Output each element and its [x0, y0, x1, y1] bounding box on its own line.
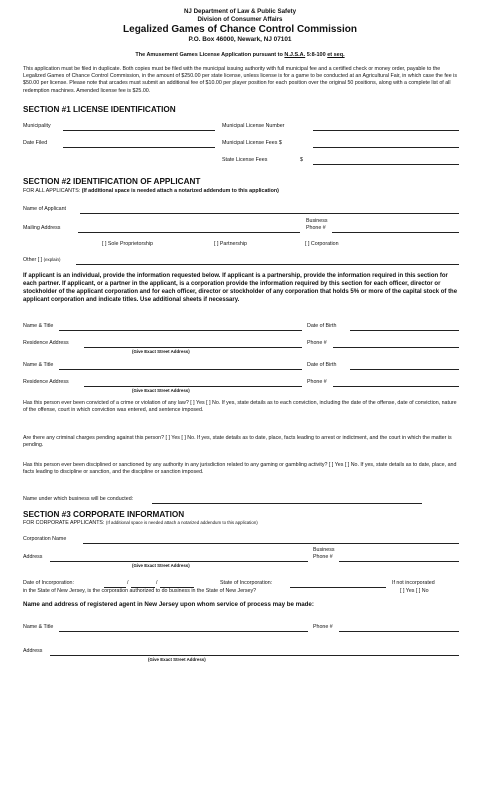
municipal-license-number-label: Municipal License Number [222, 123, 285, 129]
agent-phone-field[interactable] [339, 631, 459, 632]
business-label: Business [306, 218, 328, 224]
other-explain-field[interactable] [76, 264, 459, 265]
name-of-applicant-label: Name of Applicant [23, 206, 66, 212]
business-phone-field[interactable] [332, 232, 459, 233]
date-slash: / [156, 580, 158, 586]
mailing-address-label: Mailing Address [23, 225, 61, 231]
commission-address: P.O. Box 46000, Newark, NJ 07101 [188, 36, 292, 43]
registered-agent-heading: Name and address of registered agent in New Jersey upon whom service of process may be made: [23, 601, 314, 608]
individual-instructions: If applicant is an individual, provide the information requested below. If applicant is a partnership, provide the information required in this section for each partner. If applicant, or a partner in the applicant, is a corporation provide the information required by this section for each officer, director or stockholder of the applicant corporation and for each officer, director or stockholder of any corporation that holds 5% or more of the capital stock of the applicant corporation and indicate titles. Use additional sheets if necessary. [23, 273, 458, 303]
phone-label: Phone # [307, 340, 327, 346]
phone-field-2[interactable] [333, 386, 459, 387]
for-all-applicants: FOR ALL APPLICANTS: (If additional space is needed attach a notarized addendum to this application) [23, 188, 279, 194]
date-filed-field[interactable] [63, 147, 215, 148]
municipal-license-fees-label: Municipal License Fees $ [222, 140, 282, 146]
phone-field-1[interactable] [333, 347, 459, 348]
for-corporate-applicants: FOR CORPORATE APPLICANTS: (If additional space is needed attach a notarized addendum to this application) [23, 520, 258, 526]
municipal-license-fees-field[interactable] [313, 147, 459, 148]
municipality-label: Municipality [23, 123, 51, 129]
residence-address-field-1[interactable] [84, 347, 302, 348]
authorized-question: in the State of New Jersey, is the corporation authorized to do business in the State of New Jersey? [23, 588, 257, 594]
state-license-fees-dollar: $ [300, 157, 303, 163]
give-exact-street-address: (Give Exact Street Address) [148, 657, 206, 662]
question-convicted: Has this person ever been convicted of a crime or violation of any law? [ ] Yes [ ] No. If yes, state details as to each conviction, including the date of the offense, date of conviction, nature of the offense, court in which conviction was entered, and sentence imposed. [23, 400, 457, 414]
date-of-birth-label: Date of Birth [307, 323, 337, 329]
state-license-fees-field[interactable] [313, 164, 459, 165]
give-exact-street-address: (Give Exact Street Address) [132, 349, 190, 354]
name-of-applicant-field[interactable] [80, 213, 459, 214]
intro-paragraph: This application must be filed in duplicate. Both copies must be filed with the municipal issuing authority with full municipal fee and a certified check or money order, payable to the Legalized Games of Chance Control Commission, in the amount of $250.00 per state license, unless license is for a game to be conducted at an Agricultural Fair, in which case the fee is $50.00 per license. Please note that arcades must submit an additional fee of $10.00 per player position for each position over the original 50 positions, along with a complete list of all redemption machines. Amended license fee is $25.00. [23, 66, 457, 94]
business-name-field[interactable] [152, 503, 422, 504]
other-checkbox[interactable]: Other [ ] (explain) [23, 257, 61, 263]
name-title-label: Name & Title [23, 323, 54, 329]
state-of-incorporation-label: State of Incorporation: [220, 580, 273, 586]
corp-address-field[interactable] [50, 561, 308, 562]
question-pending-charges: Are there any criminal charges pending against this person? [ ] Yes [ ] No. If yes, state details as to date, place, facts leading to arrest or indictment, and the court in which the matter is pending. [23, 435, 452, 449]
give-exact-street-address: (Give Exact Street Address) [132, 388, 190, 393]
name-title-field-1[interactable] [59, 330, 302, 331]
business-name-label: Name under which business will be conducted: [23, 496, 134, 502]
corp-phone-label: Phone # [313, 554, 333, 560]
give-exact-street-address: (Give Exact Street Address) [132, 563, 190, 568]
corp-phone-field[interactable] [339, 561, 459, 562]
name-title-field-2[interactable] [59, 369, 302, 370]
agent-address-label: Address [23, 648, 43, 654]
municipal-license-number-field[interactable] [313, 130, 459, 131]
business-phone-label: Phone # [306, 225, 326, 231]
phone-label: Phone # [307, 379, 327, 385]
corporation-checkbox[interactable]: [ ] Corporation [305, 241, 339, 247]
partnership-checkbox[interactable]: [ ] Partnership [214, 241, 247, 247]
date-slash: / [127, 580, 129, 586]
if-not-incorporated: If not incorporated [392, 580, 435, 586]
date-of-birth-label: Date of Birth [307, 362, 337, 368]
date-of-incorporation-label: Date of Incorporation: [23, 580, 74, 586]
sole-proprietorship-checkbox[interactable]: [ ] Sole Proprietorship [102, 241, 153, 247]
agent-phone-label: Phone # [313, 624, 333, 630]
department-name: NJ Department of Law & Public Safety [183, 8, 297, 15]
division-name: Division of Consumer Affairs [197, 16, 283, 23]
residence-address-field-2[interactable] [84, 386, 302, 387]
agent-address-field[interactable] [50, 655, 459, 656]
residence-address-label: Residence Address [23, 340, 69, 346]
commission-title: Legalized Games of Chance Control Commission [123, 24, 357, 35]
corp-address-label: Address [23, 554, 43, 560]
state-license-fees-label: State License Fees [222, 157, 268, 163]
section2-title: SECTION #2 IDENTIFICATION OF APPLICANT [23, 177, 201, 186]
state-of-incorporation-field[interactable] [290, 587, 386, 588]
corp-business-label: Business [313, 547, 335, 553]
name-title-label: Name & Title [23, 362, 54, 368]
date-of-birth-field-1[interactable] [350, 330, 459, 331]
municipality-field[interactable] [63, 130, 215, 131]
section1-title: SECTION #1 LICENSE IDENTIFICATION [23, 105, 176, 114]
question-disciplined: Has this person ever been disciplined or sanctioned by any authority in any jurisdiction related to any gaming or gambling activity? [ ] Yes [ ] No. If yes, state details as to date, place, and facts leading to discipline or sanction, and the discipline or sanction imposed. [23, 462, 457, 476]
agent-name-title-label: Name & Title [23, 624, 54, 630]
date-of-birth-field-2[interactable] [350, 369, 459, 370]
date-filed-label: Date Filed [23, 140, 48, 146]
section3-title: SECTION #3 CORPORATE INFORMATION [23, 510, 185, 519]
mailing-address-field[interactable] [78, 232, 300, 233]
residence-address-label: Residence Address [23, 379, 69, 385]
corporation-name-label: Corporation Name [23, 536, 67, 542]
agent-name-title-field[interactable] [59, 631, 308, 632]
application-statute: The Amusement Games License Application pursuant to N.J.S.A. 5:8-100 et seq. [135, 52, 345, 58]
authorized-yes-no[interactable]: [ ] Yes [ ] No [400, 588, 429, 594]
corporation-name-field[interactable] [83, 543, 459, 544]
